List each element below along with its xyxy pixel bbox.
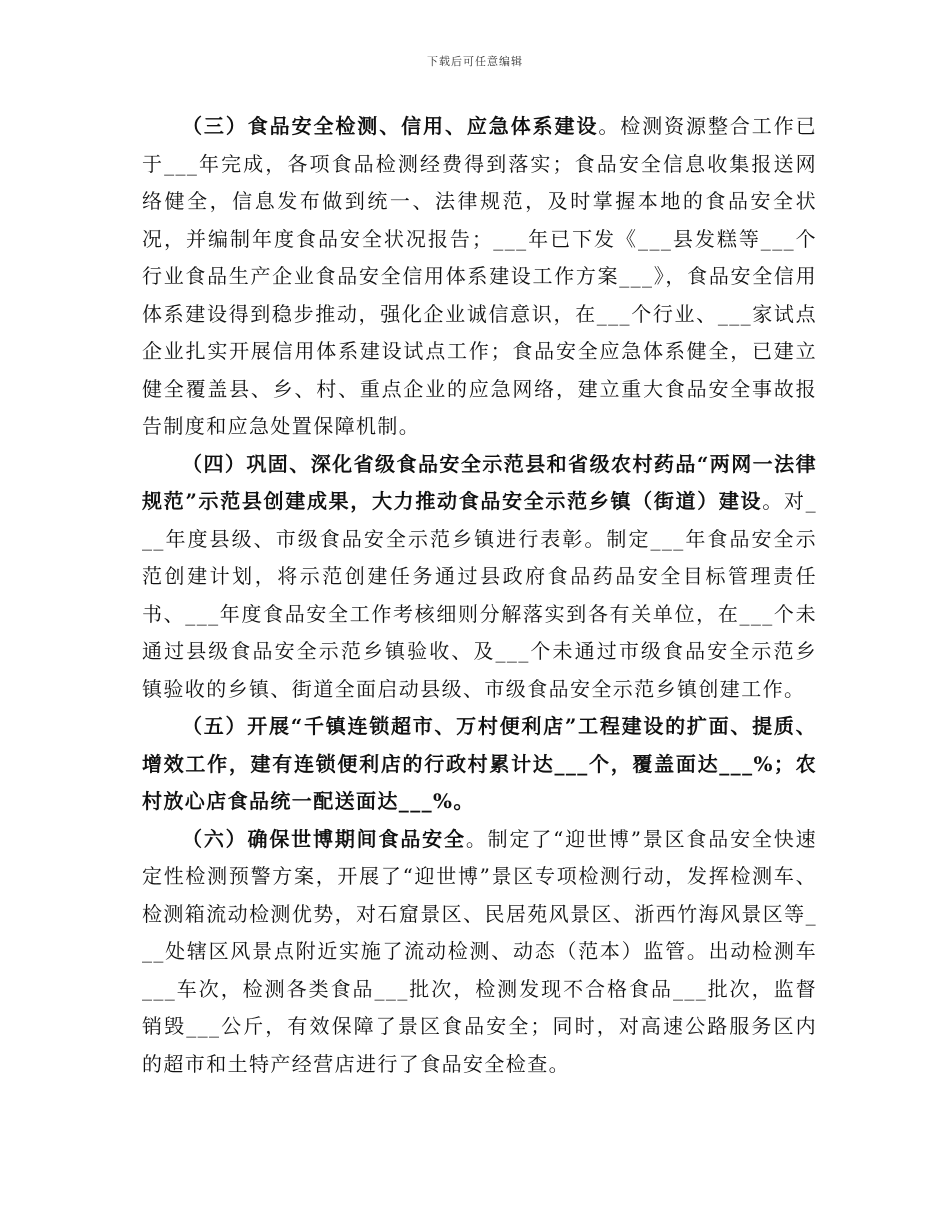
section-body: 。对___年度县级、市级食品安全示范乡镇进行表彰。制定___年食品安全示范创建计划，将示范创建任务通过县政府食品药品安全目标管理责任书、___年度食品安全工作考核细则分解落实到各有关单位，在___个未通过县级食品安全示范乡镇验收、及___个未通过市级食品安全示范乡镇验收的乡镇、街道全面启动县级、市级食品安全示范乡镇创建工作。: [142, 489, 817, 701]
section-body: 。检测资源整合工作已于___年完成，各项食品检测经费得到落实；食品安全信息收集报送网络健全，信息发布做到统一、法律规范，及时掌握本地的食品安全状况，并编制年度食品安全状况报告；___年已下发《___县发糕等___个行业食品生产企业食品安全信用体系建设工作方案___》，食品安全信用体系建设得到稳步推动，强化企业诚信意识，在___个行业、___家试点企业扎实开展信用体系建设试点工作；食品安全应急体系健全，已建立健全覆盖县、乡、村、重点企业的应急网络，建立重大食品安全事故报告制度和应急处置保障机制。: [142, 114, 818, 438]
section-body: 。制定了“迎世博”景区食品安全快速定性检测预警方案，开展了“迎世博”景区专项检测行动，发挥检测车、检测箱流动检测优势，对石窟景区、民居苑风景区、浙西竹海风景区等___处辖区风景点附近实施了流动检测、动态（范本）监管。出动检测车___车次，检测各类食品___批次，检测发现不合格食品___批次，监督销毁___公斤，有效保障了景区食品安全；同时，对高速公路服务区内的超市和土特产经营店进行了食品安全检查。: [142, 826, 817, 1076]
paragraph-section-6: [142, 821, 817, 1084]
page-header: 下载后可任意编辑: [427, 55, 523, 68]
section-heading: （四）巩固、深化省级食品安全示范县和省级农村药品“两网一法律规范”示范县创建成果，大力推动食品安全示范乡镇（街道）建设: [142, 451, 817, 513]
document-body: [142, 108, 817, 1083]
section-heading: （五）开展“千镇连锁超市、万村便利店”工程建设的扩面、提质、增效工作，建有连锁便利店的行政村累计达___个，覆盖面达___%；农村放心店食品统一配送面达___%。: [142, 714, 817, 813]
section-heading: （六）确保世博期间食品安全: [182, 826, 466, 851]
section-heading: （三）食品安全检测、信用、应急体系建设: [182, 114, 599, 138]
paragraph-section-3: [142, 108, 817, 446]
paragraph-section-4: [142, 446, 817, 709]
paragraph-section-5: [142, 708, 817, 821]
